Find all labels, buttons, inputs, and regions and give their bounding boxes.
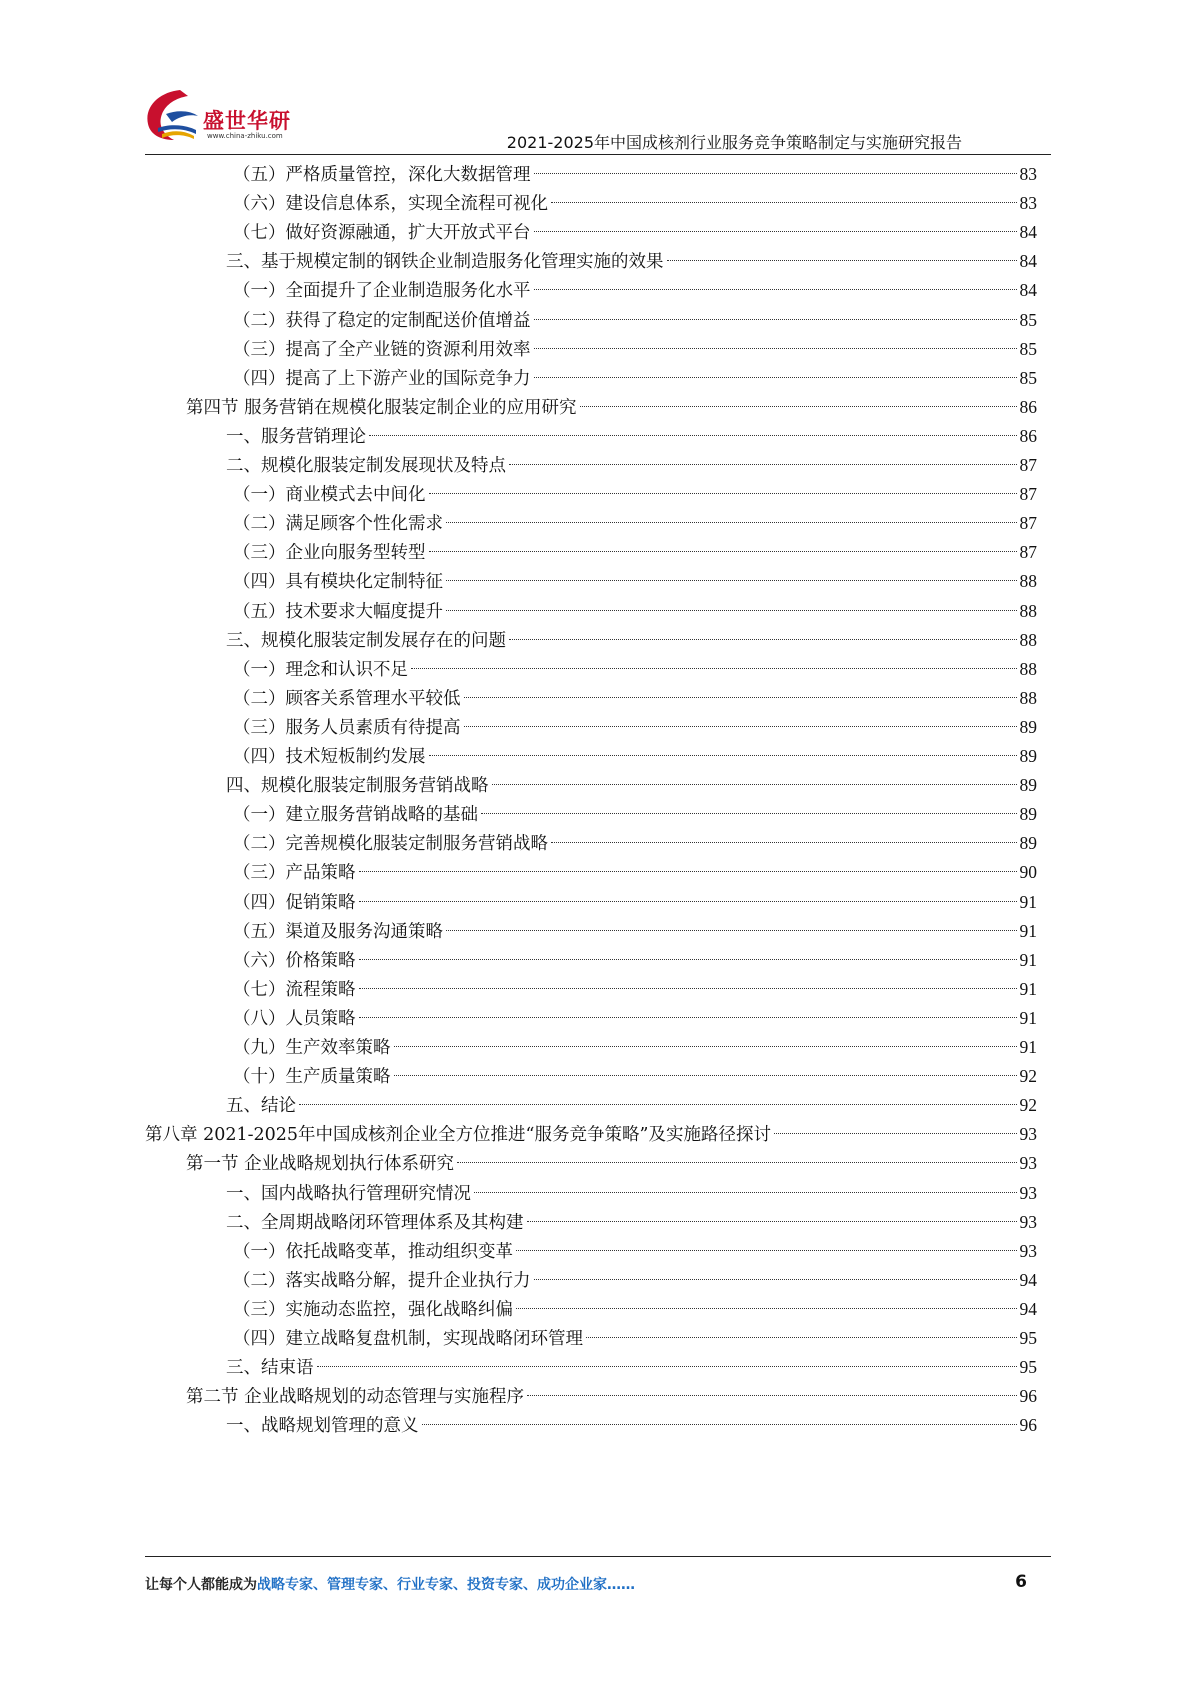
footer-slogan bbox=[145, 1574, 635, 1594]
toc-leader-dots bbox=[527, 1395, 1016, 1396]
toc-entry-page: 93 bbox=[1019, 1211, 1037, 1232]
toc-entry[interactable] bbox=[226, 1207, 1037, 1238]
toc-entry-title: （一）全面提升了企业制造服务化水平 bbox=[233, 281, 531, 302]
toc-entry-page: 96 bbox=[1019, 1415, 1037, 1436]
toc-entry[interactable] bbox=[233, 188, 1037, 219]
toc-entry[interactable] bbox=[233, 1323, 1037, 1354]
toc-leader-dots bbox=[464, 697, 1017, 698]
toc-leader-dots bbox=[516, 1308, 1017, 1309]
toc-entry-page: 85 bbox=[1019, 338, 1037, 359]
toc-entry[interactable] bbox=[226, 1410, 1037, 1441]
toc-entry[interactable] bbox=[186, 392, 1037, 423]
toc-entry-page: 88 bbox=[1019, 600, 1037, 621]
toc-leader-dots bbox=[429, 551, 1017, 552]
toc-entry-title: 三、结束语 bbox=[226, 1358, 314, 1379]
toc-entry-title: （一）依托战略变革，推动组织变革 bbox=[233, 1241, 513, 1262]
toc-entry-title: （八）人员策略 bbox=[233, 1008, 356, 1029]
toc-entry[interactable] bbox=[233, 217, 1037, 248]
toc-leader-dots bbox=[534, 377, 1017, 378]
toc-leader-dots bbox=[774, 1133, 1017, 1134]
toc-entry-page: 91 bbox=[1019, 891, 1037, 912]
toc-entry-title: （一）商业模式去中间化 bbox=[233, 485, 426, 506]
toc-entry-page: 89 bbox=[1019, 804, 1037, 825]
toc-entry[interactable] bbox=[233, 799, 1037, 830]
toc-entry[interactable] bbox=[186, 1148, 1037, 1179]
toc-leader-dots bbox=[446, 522, 1017, 523]
toc-leader-dots bbox=[422, 1424, 1017, 1425]
toc-leader-dots bbox=[464, 726, 1017, 727]
toc-entry-page: 84 bbox=[1019, 280, 1037, 301]
toc-entry-page: 94 bbox=[1019, 1269, 1037, 1290]
toc-entry-title: （二）顾客关系管理水平较低 bbox=[233, 688, 461, 709]
toc-entry-page: 90 bbox=[1019, 862, 1037, 883]
toc-entry-title: （一）建立服务营销战略的基础 bbox=[233, 805, 478, 826]
toc-entry[interactable] bbox=[226, 625, 1037, 656]
toc-leader-dots bbox=[580, 406, 1017, 407]
toc-entry-page: 85 bbox=[1019, 367, 1037, 388]
toc-entry[interactable] bbox=[233, 828, 1037, 859]
toc-entry-title: 二、规模化服装定制发展现状及特点 bbox=[226, 456, 506, 476]
toc-entry[interactable] bbox=[233, 1003, 1037, 1034]
toc-entry-page: 83 bbox=[1019, 193, 1037, 214]
toc-leader-dots bbox=[481, 813, 1017, 814]
toc-entry[interactable] bbox=[233, 654, 1037, 685]
toc-entry[interactable] bbox=[233, 945, 1037, 976]
toc-entry[interactable] bbox=[226, 1352, 1037, 1383]
toc-entry-title: （三）产品策略 bbox=[233, 863, 356, 884]
toc-leader-dots bbox=[359, 988, 1017, 989]
toc-entry-page: 84 bbox=[1019, 222, 1037, 243]
toc-entry-page: 93 bbox=[1019, 1153, 1037, 1174]
toc-leader-dots bbox=[411, 668, 1017, 669]
toc-entry-page: 94 bbox=[1019, 1298, 1037, 1319]
toc-entry-title: （九）生产效率策略 bbox=[233, 1038, 391, 1058]
toc-entry-page: 84 bbox=[1019, 251, 1037, 272]
logo-url: www.china-zhiku.com bbox=[207, 132, 283, 140]
toc-entry-title: （十）生产质量策略 bbox=[233, 1067, 391, 1088]
toc-entry-title: （三）服务人员素质有待提高 bbox=[233, 717, 461, 738]
footer-divider bbox=[145, 1556, 1051, 1557]
toc-entry-page: 89 bbox=[1019, 775, 1037, 796]
toc-leader-dots bbox=[509, 464, 1017, 465]
toc-entry-title: 四、规模化服装定制服务营销战略 bbox=[226, 776, 489, 797]
toc-entry[interactable] bbox=[226, 421, 1037, 452]
toc-entry-title: （三）提高了全产业链的资源利用效率 bbox=[233, 339, 531, 360]
toc-entry[interactable] bbox=[233, 1294, 1037, 1325]
toc-entry-title: （四）促销策略 bbox=[233, 892, 356, 913]
toc-leader-dots bbox=[527, 1221, 1017, 1222]
toc-entry-title: （四）具有模块化定制特征 bbox=[233, 572, 443, 593]
toc-leader-dots bbox=[369, 435, 1017, 436]
toc-entry-title: 第八章 2021-2025年中国成核剂企业全方位推进“服务竞争策略”及实施路径探讨 bbox=[145, 1125, 771, 1146]
toc-entry[interactable] bbox=[233, 159, 1037, 190]
toc-entry-page: 91 bbox=[1019, 1007, 1037, 1028]
toc-entry-page: 93 bbox=[1019, 1240, 1037, 1261]
toc-leader-dots bbox=[551, 202, 1017, 203]
toc-entry-page: 95 bbox=[1019, 1328, 1037, 1348]
toc-leader-dots bbox=[446, 930, 1017, 931]
toc-leader-dots bbox=[394, 1046, 1017, 1047]
toc-entry[interactable] bbox=[233, 741, 1037, 772]
toc-entry-title: （二）落实战略分解，提升企业执行力 bbox=[233, 1270, 531, 1291]
toc-entry[interactable] bbox=[226, 450, 1037, 481]
toc-entry-page: 93 bbox=[1019, 1124, 1037, 1145]
toc-entry[interactable] bbox=[233, 857, 1037, 888]
toc-entry-title: （四）建立战略复盘机制，实现战略闭环管理 bbox=[233, 1329, 583, 1349]
toc-leader-dots bbox=[359, 901, 1017, 902]
toc-entry-title: 一、战略规划管理的意义 bbox=[226, 1416, 419, 1437]
toc-entry-page: 89 bbox=[1019, 833, 1037, 854]
toc-entry-title: （二）获得了稳定的定制配送价值增益 bbox=[233, 310, 531, 331]
toc-leader-dots bbox=[551, 842, 1017, 843]
toc-entry-title: （六）价格策略 bbox=[233, 950, 356, 971]
toc-leader-dots bbox=[446, 580, 1017, 581]
toc-entry[interactable] bbox=[233, 479, 1037, 510]
toc-entry[interactable] bbox=[226, 770, 1037, 801]
toc-entry-page: 91 bbox=[1019, 920, 1037, 941]
toc-entry-title: 三、基于规模定制的钢铁企业制造服务化管理实施的效果 bbox=[226, 252, 664, 273]
toc-entry-title: （五）严格质量管控，深化大数据管理 bbox=[233, 165, 531, 185]
toc-entry-page: 89 bbox=[1019, 746, 1037, 766]
toc-entry[interactable] bbox=[145, 1119, 1037, 1150]
toc-entry-title: 第一节 企业战略规划执行体系研究 bbox=[186, 1154, 455, 1175]
toc-entry[interactable] bbox=[233, 363, 1037, 394]
toc-entry[interactable] bbox=[233, 537, 1037, 568]
toc-leader-dots bbox=[429, 755, 1017, 756]
toc-leader-dots bbox=[474, 1192, 1017, 1193]
toc-entry-title: 第四节 服务营销在规模化服装定制企业的应用研究 bbox=[186, 397, 577, 418]
footer-highlight: 战略专家、管理专家、行业专家、投资专家、成功企业家…… bbox=[257, 1577, 635, 1593]
toc-leader-dots bbox=[299, 1104, 1017, 1105]
toc-leader-dots bbox=[359, 1017, 1017, 1018]
toc-leader-dots bbox=[534, 231, 1017, 232]
toc-entry[interactable] bbox=[226, 246, 1037, 277]
report-title: 2021-2025年中国成核剂行业服务竞争策略制定与实施研究报告 bbox=[506, 133, 962, 152]
toc-entry-page: 87 bbox=[1019, 542, 1037, 563]
toc-entry-title: （四）提高了上下游产业的国际竞争力 bbox=[233, 368, 531, 389]
toc-entry-page: 91 bbox=[1019, 1037, 1037, 1057]
toc-entry-page: 91 bbox=[1019, 949, 1037, 970]
toc-entry[interactable] bbox=[233, 974, 1037, 1005]
toc-entry[interactable] bbox=[233, 712, 1037, 743]
toc-entry[interactable] bbox=[233, 683, 1037, 714]
toc-entry[interactable] bbox=[233, 305, 1037, 336]
toc-entry-title: （五）技术要求大幅度提升 bbox=[233, 601, 443, 622]
toc-leader-dots bbox=[667, 260, 1017, 261]
toc-leader-dots bbox=[394, 1075, 1017, 1076]
toc-entry[interactable] bbox=[233, 1236, 1037, 1267]
toc-leader-dots bbox=[446, 610, 1017, 611]
toc-entry-page: 95 bbox=[1019, 1357, 1037, 1378]
toc-entry[interactable] bbox=[233, 1061, 1037, 1092]
toc-entry-page: 87 bbox=[1019, 513, 1037, 534]
toc-entry-page: 88 bbox=[1019, 658, 1037, 679]
toc-entry-page: 88 bbox=[1019, 687, 1037, 708]
toc-entry[interactable] bbox=[233, 887, 1037, 918]
toc-entry-title: （四）技术短板制约发展 bbox=[233, 747, 426, 767]
toc-entry-page: 96 bbox=[1019, 1386, 1037, 1407]
toc-entry-page: 86 bbox=[1019, 425, 1037, 446]
toc-entry-page: 83 bbox=[1019, 164, 1037, 184]
toc-entry-title: 一、服务营销理论 bbox=[226, 426, 366, 447]
toc-entry[interactable] bbox=[233, 275, 1037, 306]
toc-entry[interactable] bbox=[233, 1265, 1037, 1296]
toc-entry-page: 87 bbox=[1019, 455, 1037, 475]
toc-leader-dots bbox=[359, 871, 1017, 872]
toc-entry[interactable] bbox=[226, 1178, 1037, 1209]
toc-leader-dots bbox=[509, 639, 1017, 640]
toc-leader-dots bbox=[317, 1366, 1017, 1367]
toc-entry-title: （一）理念和认识不足 bbox=[233, 659, 408, 680]
toc-entry-title: （七）流程策略 bbox=[233, 979, 356, 1000]
toc-entry-title: （三）实施动态监控，强化战略纠偏 bbox=[233, 1299, 513, 1320]
toc-entry-title: （五）渠道及服务沟通策略 bbox=[233, 921, 443, 942]
toc-leader-dots bbox=[534, 289, 1017, 290]
toc-entry[interactable] bbox=[233, 916, 1037, 947]
toc-entry[interactable] bbox=[233, 1032, 1037, 1063]
toc-leader-dots bbox=[457, 1162, 1016, 1163]
toc-entry-page: 88 bbox=[1019, 571, 1037, 592]
toc-leader-dots bbox=[534, 173, 1017, 174]
toc-entry-title: （六）建设信息体系，实现全流程可视化 bbox=[233, 194, 548, 215]
toc-entry-page: 87 bbox=[1019, 484, 1037, 505]
toc-entry-page: 89 bbox=[1019, 716, 1037, 737]
toc-entry-title: 二、全周期战略闭环管理体系及其构建 bbox=[226, 1212, 524, 1233]
toc-entry-title: （二）满足顾客个性化需求 bbox=[233, 514, 443, 535]
toc-leader-dots bbox=[429, 493, 1017, 494]
toc-leader-dots bbox=[534, 319, 1017, 320]
toc-entry[interactable] bbox=[233, 596, 1037, 627]
footer-prefix: 让每个人都能成为 bbox=[145, 1577, 257, 1593]
toc-entry-title: 三、规模化服装定制发展存在的问题 bbox=[226, 630, 506, 651]
toc-entry-title: 五、结论 bbox=[226, 1096, 296, 1117]
toc-leader-dots bbox=[586, 1337, 1017, 1338]
toc-leader-dots bbox=[534, 348, 1017, 349]
toc-entry-title: （二）完善规模化服装定制服务营销战略 bbox=[233, 834, 548, 855]
toc-entry[interactable] bbox=[186, 1381, 1037, 1412]
toc-entry-title: （七）做好资源融通，扩大开放式平台 bbox=[233, 223, 531, 244]
toc-entry[interactable] bbox=[226, 1090, 1037, 1121]
toc-entry-page: 86 bbox=[1019, 396, 1037, 417]
toc-entry[interactable] bbox=[233, 508, 1037, 539]
toc-entry[interactable] bbox=[233, 566, 1037, 597]
toc-leader-dots bbox=[516, 1250, 1017, 1251]
toc-entry-page: 88 bbox=[1019, 629, 1037, 650]
toc-entry-title: 第二节 企业战略规划的动态管理与实施程序 bbox=[186, 1387, 525, 1408]
header-divider bbox=[145, 154, 1051, 155]
toc-leader-dots bbox=[492, 784, 1017, 785]
toc-entry-page: 91 bbox=[1019, 978, 1037, 999]
logo-text: 盛世华研 bbox=[203, 109, 291, 133]
toc-entry-page: 93 bbox=[1019, 1182, 1037, 1203]
toc-entry-title: （三）企业向服务型转型 bbox=[233, 543, 426, 564]
page-number: 6 bbox=[1015, 1572, 1027, 1592]
toc-entry-page: 85 bbox=[1019, 309, 1037, 330]
toc-leader-dots bbox=[359, 959, 1017, 960]
toc-entry-title: 一、国内战略执行管理研究情况 bbox=[226, 1183, 471, 1204]
toc-leader-dots bbox=[534, 1279, 1017, 1280]
toc-entry-page: 92 bbox=[1019, 1066, 1037, 1087]
toc-entry-page: 92 bbox=[1019, 1095, 1037, 1116]
toc-entry[interactable] bbox=[233, 334, 1037, 365]
